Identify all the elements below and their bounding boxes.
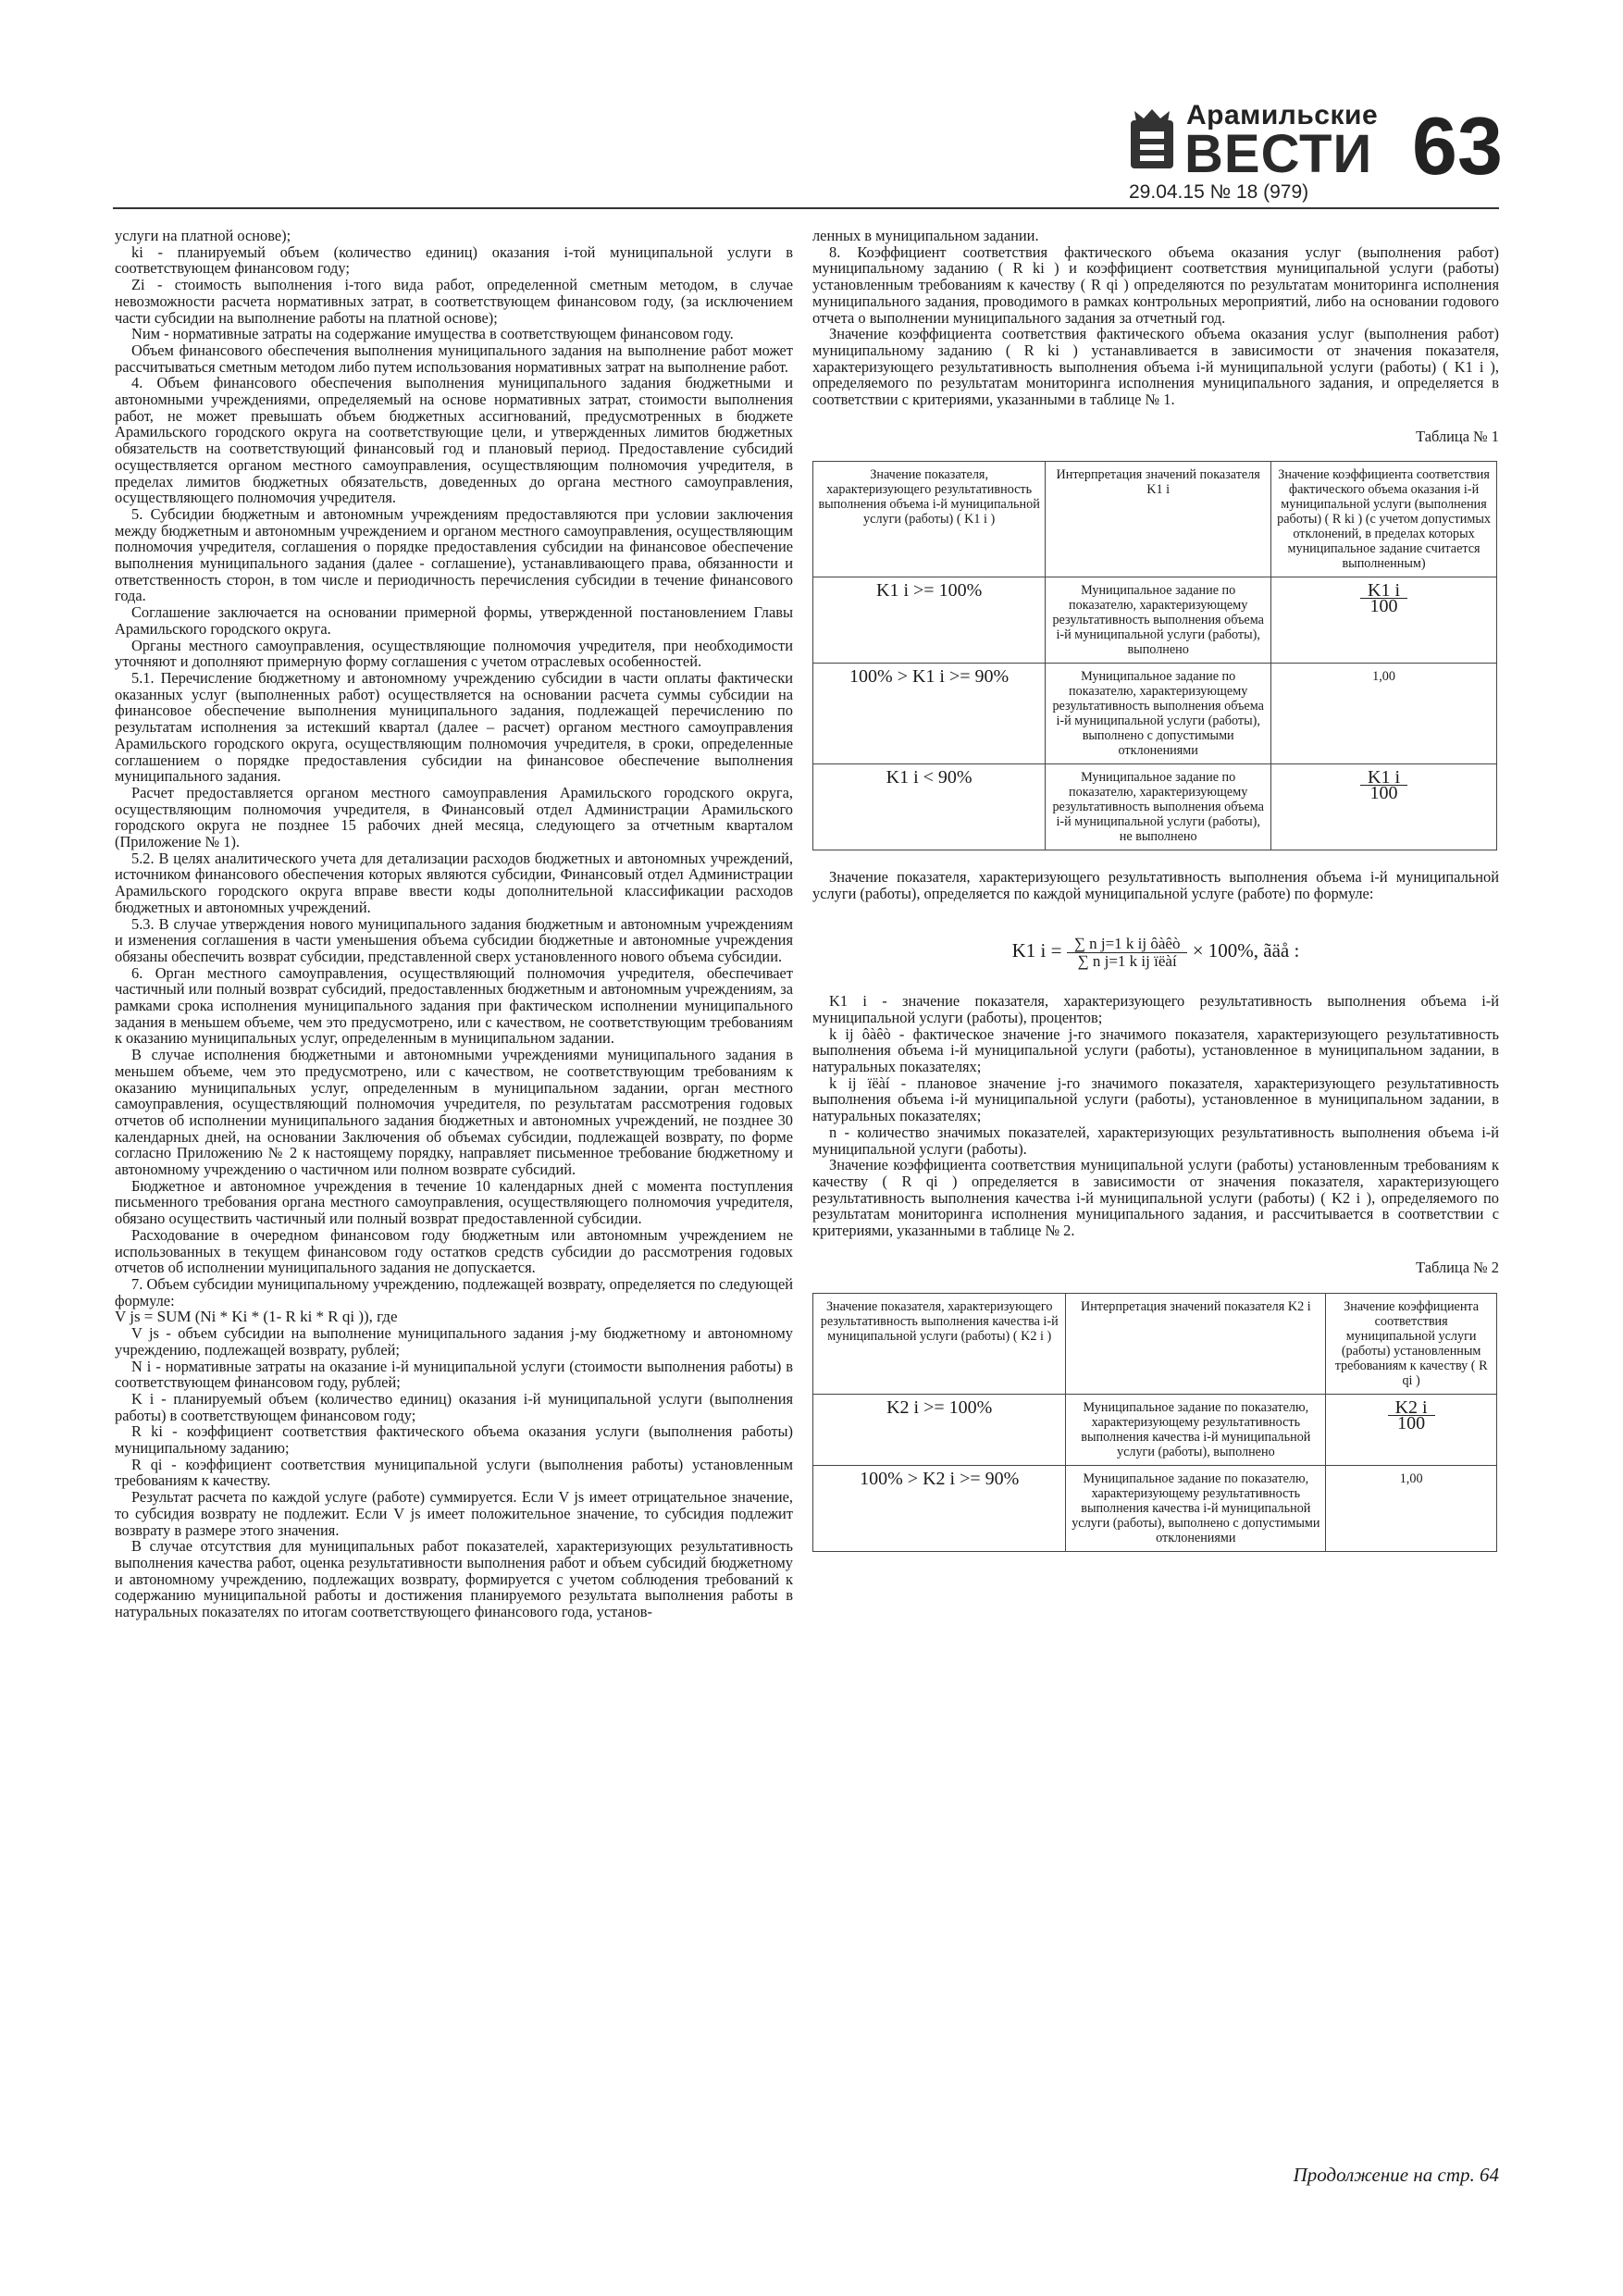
condition-cell: 100% > K1 i >= 90% [813,664,1046,764]
table-row [813,577,1497,664]
paragraph: Объем финансового обеспечения выполнения муниципального задания на выполнение работ может рассчитываться сметным методом либо путем использования нормативных затрат на выполнение работ. [115,341,793,376]
fraction-numerator: K1 i [1360,770,1407,786]
table-header: Значение коэффициента соответствия фактического объема оказания i-й муниципальной услуги (выполнения работы) ( R ki ) (с учетом допустимых отклонений, в пределах которых муниципальное задание считается выполненным) [1271,462,1497,577]
table-header: Значение показателя, характеризующего результативность выполнения качества i-й муниципальной услуги (работы) ( K2 i ) [813,1293,1066,1394]
paragraph: услуги на платной основе); [115,227,291,244]
table-header: Значение коэффициента соответствия муниципальной услуги (работы) установленным требованиям к качеству ( R qi ) [1326,1293,1497,1394]
paragraph: Бюджетное и автономное учреждения в течение 10 календарных дней с момента поступления письменного требования органа местного самоуправления, осуществляющего полномочия учредителя, обязано осуществить частичный или полный возврат предоставленной субсидии. [115,1176,793,1228]
paragraph: K i - планируемый объем (количество единиц) оказания i-й муниципальной услуги (выполнения работы) в соответствующем финансовом году; [115,1389,793,1424]
table-1 [812,461,1497,850]
paragraph: ki - планируемый объем (количество единиц) оказания i-той муниципальной услуги в соответствующем финансовом году; [115,242,793,278]
table-header: Интерпретация значений показателя K1 i [1046,462,1271,577]
paragraph: В случае исполнения бюджетными и автономными учреждениями муниципального задания в меньшем объеме, чем это предусмотрено, или с качеством, не соответствующим требованиям к оказанию муниципальных услуг, определенным в муниципальном задании, орган местного самоуправления, осуществляющий полномочия учредителя, по результатам рассмотрения годовых отчетов об исполнении муниципального задания бюджетных и автономных учреждений, не позднее 30 календарных дней, на основании Заключения об объемах субсидии, подлежащей возврату, по форме согласно Приложению № 2 к настоящему порядку, направляет письменное требование бюджетному и автономному учреждению о частичном или полном возврате субсидий. [115,1046,793,1179]
paragraph: Значение показателя, характеризующего результативность выполнения объема i-й муниципальной услуги (работы), определяется по каждой муниципальной услуге (работе) по формуле: [812,868,1499,903]
paragraph: 8. Коэффициент соответствия фактического объема оказания услуг (выполнения работ) муниципальному заданию ( R ki ) и коэффициент соответствия муниципальной услуги (работы) установленным требованиям к качеству ( R qi ) определяются по результатам мониторинга исполнения муниципального задания, проводимого в рамках контрольных мероприятий, либо на основании годового отчета о выполнении муниципального задания за отчетный год. [812,242,1499,327]
table1-caption: Таблица № 1 [1416,427,1499,445]
paragraph: Органы местного самоуправления, осуществляющие полномочия учредителя, при необходимости уточняют и дополняют примерную форму соглашения с учетом отраслевых особенностей. [115,636,793,671]
paragraph: ленных в муниципальном задании. [812,227,1039,244]
right-column [812,228,1499,1552]
table-row [813,1394,1497,1465]
paragraph: В случае отсутствия для муниципальных работ показателей, характеризующих результативность выполнения качества работ, оценка результативности выполнения работ и объем субсидий бюджетному и автономному учреждению, подлежащих возврату, формируется с учетом соблюдения требований к содержанию муниципальной работы и достижения планируемого результата выполнения работы в натуральных показателях по итогам соответствующего финансового года, установ- [115,1537,793,1621]
fraction-denominator: 100 [1397,1412,1426,1433]
brand-title: ВЕСТИ [1184,124,1373,184]
table-header: Интерпретация значений показателя K2 i [1066,1293,1326,1394]
paragraph: K1 i - значение показателя, характеризующего результативность выполнения объема i-й муниципальной услуги (работы), процентов; [812,992,1499,1026]
paragraph: 7. Объем субсидии муниципальному учреждению, подлежащей возврату, определяется по следующей формуле: [115,1275,793,1309]
paragraph: 6. Орган местного самоуправления, осуществляющий полномочия учредителя, обеспечивает частичный или полный возврат субсидий, предоставленных бюджетным и автономным учреждениям, за рамками срока исполнения муниципального задания при фактическом исполнении муниципального задания в меньшем объеме, чем это предусмотрено, или с качеством, не соответствующим требованиям к оказанию муниципальных услуг, определенным в муниципальном задании. [115,963,793,1048]
fraction-numerator: K1 i [1360,583,1407,599]
table-row [813,664,1497,764]
formula-denominator: ∑ n j=1 k ij ïëàí [1077,951,1177,970]
interpretation-cell: Муниципальное задание по показателю, характеризующему результативность выполнения объема i-й муниципальной услуги (работы), не выполнено [1046,764,1271,850]
paragraph: Соглашение заключается на основании примерной формы, утвержденной постановлением Главы Арамильского городского округа. [115,603,793,638]
table-row [813,1465,1497,1551]
paragraph: Значение коэффициента соответствия муниципальной услуги (работы) установленным требованиям к качеству ( R qi ) определяется в зависимости от значения показателя, характеризующего результативность выполнения качества i-й муниципальной услуги (работы) ( K2 i ), определяемого по результатам мониторинга исполнения муниципального задания, и рассчитывается в соответствии с критериями, указанными в таблице № 2. [812,1156,1499,1240]
paragraph: 5.1. Перечисление бюджетному и автономному учреждению субсидии в части оплаты фактически оказанных услуг (выполненных работ) осуществляется на основании расчета суммы субсидии на финансовое обеспечение выполнения муниципального задания, подлежащей перечислению по результатам исполнения за истекший квартал (далее – расчет) органом местного самоуправления Арамильского городского округа, осуществляющим полномочия учредителя, в сроки, определенные соглашением о порядке предоставления субсидии на финансовое обеспечение выполнения муниципального задания. [115,668,793,786]
coefficient-cell [1271,764,1497,850]
paragraph: Nим - нормативные затраты на содержание имущества в соответствующем финансовом году. [131,325,734,343]
coefficient-cell: 1,00 [1326,1465,1497,1551]
fraction-denominator: 100 [1369,783,1398,804]
paragraph: Значение коэффициента соответствия фактического объема оказания услуг (выполнения работ) муниципальному заданию ( R ki ) устанавливается в зависимости от значения показателя, характеризующего результативность выполнения объема i-й муниципальной услуги (работы) ( K1 i ), определяемого по результатам мониторинга исполнения муниципального задания, и определяется в соответствии с критериями, указанными в таблице № 1. [812,325,1499,409]
coefficient-cell [1271,577,1497,664]
coefficient-cell [1326,1394,1497,1465]
condition-cell: K2 i >= 100% [813,1394,1066,1465]
paragraph: 4. Объем финансового обеспечения выполнения муниципального задания бюджетными и автономными учреждениями, определяемый на основе нормативных затрат, стоимости выполнения работ, не может превышать объем бюджетных ассигнований, предусмотренных в бюджете Арамильского городского округа на соответствующие цели, и утвержденных лимитов бюджетных обязательств на соответствующий финансовый год и плановый период. Предоставление субсидий осуществляется органом местного самоуправления, осуществляющим полномочия учредителя, в пределах лимитов бюджетных обязательств, доведенных до органа местного самоуправления, осуществляющего полномочия учредителя. [115,374,793,507]
table2-caption: Таблица № 2 [1416,1258,1499,1276]
paragraph: Расходование в очередном финансовом году бюджетным или автономным учреждением не использованных в текущем финансовом году остатков средств субсидии до рассмотрения годовых отчетов об исполнении муниципального задания не допускается. [115,1225,793,1277]
paragraph: k ij ïëàí - плановое значение j-го значимого показателя, характеризующего результативность выполнения объема i-й муниципальной услуги (работы), установленное в муниципальном задании, в натуральных показателях; [812,1074,1499,1125]
issue-date: 29.04.15 № 18 (979) [1129,181,1309,203]
condition-cell: 100% > K2 i >= 90% [813,1465,1066,1551]
formula-rhs: × 100%, ãäå : [1192,938,1300,962]
formula-lhs: K1 i = [1011,938,1062,962]
condition-cell: K1 i < 90% [813,764,1046,850]
interpretation-cell: Муниципальное задание по показателю, характеризующему результативность выполнения объема i-й муниципальной услуги (работы), выполнено [1046,577,1271,664]
interpretation-cell: Муниципальное задание по показателю, характеризующему результативность выполнения качества i-й муниципальной услуги (работы), выполнено [1066,1394,1326,1465]
paragraph: R ki - коэффициент соответствия фактического объема оказания услуги (выполнения работы) муниципальному заданию; [115,1422,793,1458]
brand-subtitle: Арамильские [1186,100,1379,130]
paragraph: Zi - стоимость выполнения i-того вида работ, определенной сметным методом, в случае невозможности расчета нормативных затрат, в соответствующем финансовом году, (за исключением части субсидии на выполнение работы на платной основе); [115,276,793,327]
left-column [115,228,793,1620]
table-header: Значение показателя, характеризующего результативность выполнения объема i-й муниципальной услуги (работы) ( K1 i ) [813,462,1046,577]
header-divider [113,207,1499,209]
paragraph: N i - нормативные затраты на оказание i-й муниципальной услуги (стоимости выполнения работы) в соответствующем финансовом году, рублей; [115,1357,793,1392]
return-formula: V js = SUM (Ni * Ki * (1- R ki * R qi )), где [115,1308,398,1326]
k1-formula [812,936,1499,969]
interpretation-cell: Муниципальное задание по показателю, характеризующему результативность выполнения качества i-й муниципальной услуги (работы), выполнено с допустимыми отклонениями [1066,1465,1326,1551]
condition-cell: K1 i >= 100% [813,577,1046,664]
paragraph: 5.2. В целях аналитического учета для детализации расходов бюджетных и автономных учреждений, источником финансового обеспечения которых являются субсидии, Финансовый отдел Администрации Арамильского городского округа вправе ввести коды дополнительной классификации расходов бюджетных и автономных учреждений. [115,849,793,916]
paragraph: Расчет предоставляется органом местного самоуправления Арамильского городского округа, осуществляющим полномочия учредителя, в Финансовый отдел Администрации Арамильского городского округа не позднее 15 рабочих дней месяца, следующего за отчетным кварталом (Приложение № 1). [115,783,793,851]
table-2 [812,1293,1497,1552]
paragraph: n - количество значимых показателей, характеризующих результативность выполнения объема i-й муниципальной услуги (работы). [812,1123,1499,1158]
paragraph: R qi - коэффициент соответствия муниципальной услуги (выполнения работы) установленным требованиям к качеству. [115,1455,793,1490]
paragraph: Результат расчета по каждой услуге (работе) суммируется. Если V js имеет отрицательное значение, то субсидия возврату не подлежит. Если V js имеет положительное значение, то субсидия подлежит возврату в размере этого значения. [115,1488,793,1539]
fraction-numerator: K2 i [1388,1400,1435,1416]
fraction-denominator: 100 [1369,596,1398,617]
page-number: 63 [1412,100,1503,192]
interpretation-cell: Муниципальное задание по показателю, характеризующему результативность выполнения объема i-й муниципальной услуги (работы), выполнено с допустимыми отклонениями [1046,664,1271,764]
paragraph: 5. Субсидии бюджетным и автономным учреждениям предоставляются при условии заключения между бюджетным и автономным учреждением и органом местного самоуправления, осуществляющим полномочия учредителя, соглашения о порядке предоставления субсидии на финансовое обеспечение выполнения муниципального задания (далее - соглашение), устанавливающего права, обязанности и ответственность сторон, в том числе и периодичность перечисления субсидии в течение финансового года. [115,504,793,605]
formula-numerator: ∑ n j=1 k ij ôàêò [1067,936,1188,953]
paragraph: k ij ôàêò - фактическое значение j-го значимого показателя, характеризующего результативность выполнения объема i-й муниципальной услуги (работы), установленное в муниципальном задании, в натуральных показателях; [812,1024,1499,1076]
paragraph: 5.3. В случае утверждения нового муниципального задания бюджетным и автономным учреждениям и изменения соглашения в части уменьшения объема субсидии бюджетные и автономные учреждения обязаны обеспечить возврат субсидии, представленной сверх установленного нового объема субсидии. [115,914,793,965]
coefficient-cell: 1,00 [1271,664,1497,764]
city-crest-icon [1127,107,1177,172]
continued-on-note: Продолжение на стр. 64 [1293,2164,1499,2186]
table-row [813,764,1497,850]
paragraph: V js - объем субсидии на выполнение муниципального задания j-му бюджетному и автономному учреждению, подлежащей возврату, рублей; [115,1324,793,1359]
